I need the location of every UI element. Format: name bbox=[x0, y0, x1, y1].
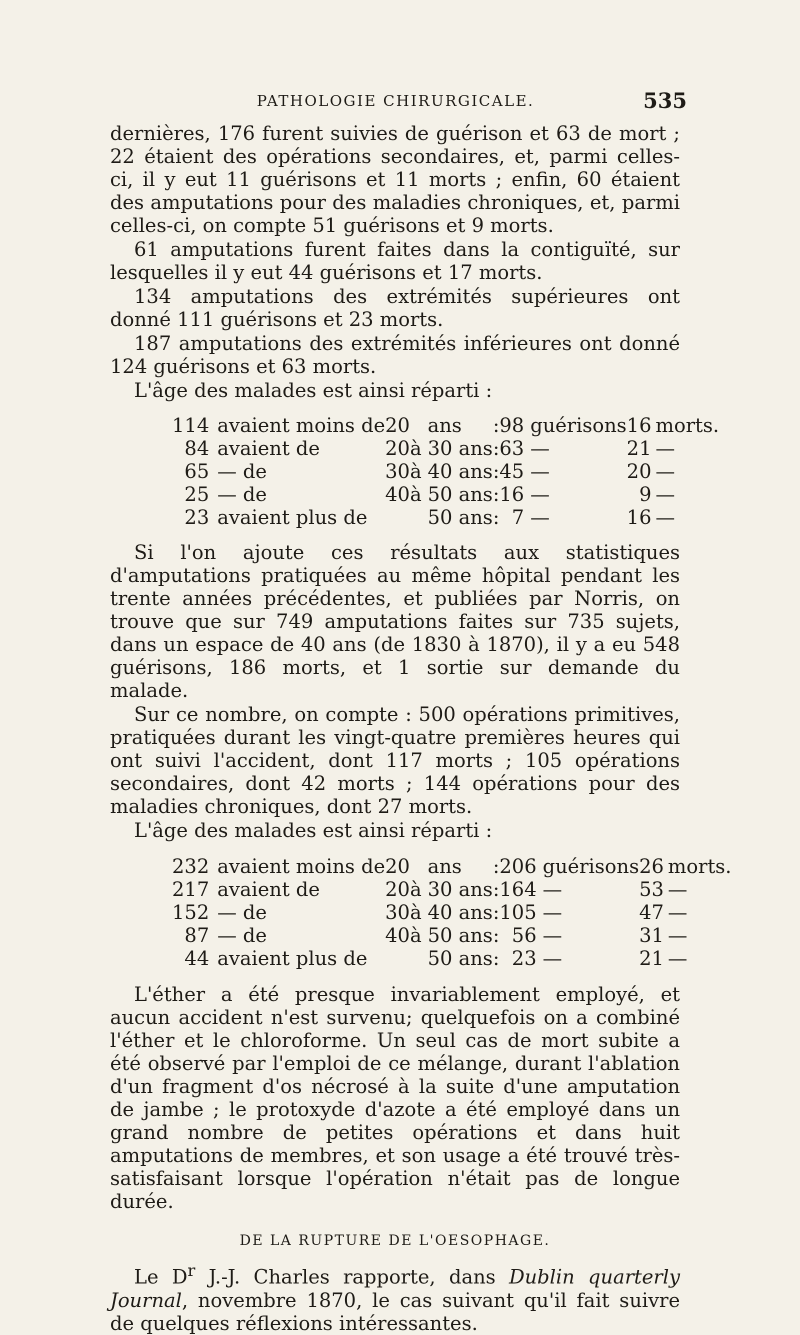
table-cell: — bbox=[667, 947, 688, 970]
table-cell: 50 ans bbox=[427, 947, 493, 970]
table-cell: 98 bbox=[499, 414, 525, 437]
table-cell: : bbox=[492, 506, 500, 529]
table-cell: — de bbox=[217, 924, 267, 947]
table-cell: 87 bbox=[184, 924, 210, 947]
table-row bbox=[172, 506, 719, 529]
table-cell: — bbox=[542, 878, 563, 901]
table-cell: avaient de bbox=[217, 437, 320, 460]
paragraph-2: 61 amputations furent faites dans la contiguïté, sur lesquelles il y eut 44 guérisons et 17 morts. bbox=[110, 238, 680, 284]
table-cell bbox=[410, 506, 422, 529]
table-cell: 30 ans bbox=[427, 437, 493, 460]
table-cell: 50 ans bbox=[427, 506, 493, 529]
intro-part-c: , novembre 1870, le cas suivant qu'il fait suivre de quelques réflexions intéressantes. bbox=[110, 1288, 680, 1335]
table-cell: avaient plus de bbox=[217, 947, 368, 970]
table-cell: à bbox=[409, 483, 422, 506]
table-cell: 53 bbox=[639, 878, 664, 901]
table-cell: — de bbox=[217, 901, 267, 924]
paragraph-3: 134 amputations des extrémités supérieures ont donné 111 guérisons et 23 morts. bbox=[110, 285, 680, 331]
table-cell: ans bbox=[427, 414, 462, 437]
table-cell: 7 bbox=[511, 506, 525, 529]
table-cell: — bbox=[542, 924, 563, 947]
table-row bbox=[172, 924, 732, 947]
table-cell: — de bbox=[217, 460, 267, 483]
table-cell: guérisons bbox=[530, 414, 627, 437]
table-cell: — bbox=[655, 437, 675, 460]
table-cell: 152 bbox=[172, 901, 210, 924]
table-cell: guérisons bbox=[542, 855, 640, 878]
intro-part-b: J.-J. Charles rapporte, dans bbox=[195, 1265, 509, 1289]
table-cell: 65 bbox=[184, 460, 210, 483]
table-cell: 23 bbox=[184, 506, 210, 529]
table-cell: 63 bbox=[499, 437, 525, 460]
table-cell: : bbox=[492, 855, 500, 878]
table-row bbox=[172, 855, 732, 878]
table-cell: 26 bbox=[639, 855, 664, 878]
table-cell: : bbox=[492, 924, 500, 947]
table-cell: : bbox=[492, 947, 500, 970]
age-table-1 bbox=[172, 414, 719, 529]
table-cell: 23 bbox=[511, 947, 537, 970]
table-cell: 20 bbox=[385, 414, 410, 437]
page-header bbox=[108, 88, 687, 118]
page-number: 535 bbox=[643, 88, 687, 113]
table-cell: 114 bbox=[172, 414, 210, 437]
table-cell: avaient moins de bbox=[217, 414, 386, 437]
section-intro-paragraph bbox=[110, 1259, 680, 1335]
table-cell: — bbox=[530, 506, 550, 529]
table-cell: — bbox=[667, 924, 688, 947]
table-cell: à bbox=[409, 437, 422, 460]
table-cell: : bbox=[492, 483, 500, 506]
table-cell: 40 ans bbox=[427, 460, 493, 483]
table-cell: : bbox=[492, 460, 500, 483]
journal-title: Dublin quarterly Journal bbox=[110, 1265, 680, 1312]
table-cell: 40 bbox=[385, 924, 410, 947]
paragraph-1: dernières, 176 furent suivies de guérison et 63 de mort ; 22 étaient des opérations secondaires, et, parmi celles-ci, il y eut 11 guérisons et 11 morts ; enfin, 60 étaient des amputations pour des maladies chroniques, et, parmi celles-ci, on compte 51 guérisons et 9 morts. bbox=[110, 122, 680, 237]
table-cell: 20 bbox=[626, 460, 652, 483]
table-cell: — bbox=[530, 437, 550, 460]
paragraph-9: L'éther a été presque invariablement employé, et aucun accident n'est survenu; quelquefois on a combiné l'éther et le chloroforme. Un seul cas de mort subite a été observé par l'emploi de ce mélange, durant l'ablation d'un fragment d'os nécrosé à la suite d'une amputation de jambe ; le protoxyde d'azote a été employé dans un grand nombre de petites opérations et dans huit amputations de membres, et son usage a été trouvé très-satisfaisant lorsque l'opération n'était pas de longue durée. bbox=[110, 983, 680, 1213]
table-cell: — bbox=[530, 483, 550, 506]
table-cell: 40 bbox=[385, 483, 410, 506]
table-cell: — bbox=[542, 947, 563, 970]
table-cell: 30 ans bbox=[427, 878, 493, 901]
paragraph-age-intro-2: L'âge des malades est ainsi réparti : bbox=[134, 819, 493, 842]
table-cell: 16 bbox=[626, 414, 652, 437]
age-table-2 bbox=[172, 855, 732, 970]
table-cell: 84 bbox=[184, 437, 210, 460]
table-row bbox=[172, 483, 719, 506]
table-cell: à bbox=[409, 901, 422, 924]
table-cell: à bbox=[409, 878, 422, 901]
table-cell bbox=[385, 506, 410, 529]
table-cell: 20 bbox=[385, 878, 410, 901]
table-row bbox=[172, 460, 719, 483]
section-heading: DE LA RUPTURE DE L'OESOPHAGE. bbox=[239, 1233, 551, 1249]
table-cell: — bbox=[667, 901, 688, 924]
table-cell: 21 bbox=[626, 437, 652, 460]
table-cell: 50 ans bbox=[427, 483, 493, 506]
paragraph-6: Si l'on ajoute ces résultats aux statistiques d'amputations pratiquées au même hôpital pendant les trente années précédentes, et publiées par Norris, on trouve que sur 749 amputations faites sur 735 sujets, dans un espace de 40 ans (de 1830 à 1870), il y a eu 548 guérisons, 186 morts, et 1 sortie sur demande du malade. bbox=[110, 541, 680, 702]
table-cell: ans bbox=[427, 855, 462, 878]
table-cell: 20 bbox=[385, 437, 410, 460]
paragraph-age-intro-1: L'âge des malades est ainsi réparti : bbox=[134, 379, 493, 402]
table-cell: : bbox=[492, 878, 500, 901]
table-cell bbox=[410, 947, 422, 970]
table-cell: 21 bbox=[639, 947, 664, 970]
table-cell: morts. bbox=[655, 414, 720, 437]
intro-part-a: Le D bbox=[134, 1265, 188, 1289]
table-row bbox=[172, 437, 719, 460]
table-cell: — bbox=[530, 460, 550, 483]
table-cell: 232 bbox=[172, 855, 210, 878]
table-cell: — bbox=[542, 901, 563, 924]
table-row bbox=[172, 414, 719, 437]
paragraph-4: 187 amputations des extrémités inférieures ont donné 124 guérisons et 63 morts. bbox=[110, 332, 680, 378]
table-cell: 206 bbox=[499, 855, 537, 878]
table-cell: : bbox=[492, 414, 500, 437]
table-cell: : bbox=[492, 901, 500, 924]
table-cell: morts. bbox=[667, 855, 732, 878]
table-cell: — de bbox=[217, 483, 267, 506]
table-cell: 47 bbox=[639, 901, 664, 924]
table-cell: 50 ans bbox=[427, 924, 493, 947]
table-cell: — bbox=[667, 878, 688, 901]
table-cell: 9 bbox=[639, 483, 652, 506]
table-cell: 164 bbox=[499, 878, 537, 901]
table-cell: avaient de bbox=[217, 878, 320, 901]
table-cell: 20 bbox=[385, 855, 410, 878]
table-cell: 31 bbox=[639, 924, 664, 947]
table-cell bbox=[410, 414, 422, 437]
table-cell: avaient moins de bbox=[217, 855, 386, 878]
paragraph-7: Sur ce nombre, on compte : 500 opérations primitives, pratiquées durant les vingt-quatre premières heures qui ont suivi l'accident, dont 117 morts ; 105 opérations secondaires, dont 42 morts ; 144 opérations pour des maladies chroniques, dont 27 morts. bbox=[110, 703, 680, 818]
table-cell: 16 bbox=[499, 483, 525, 506]
table-row bbox=[172, 878, 732, 901]
table-row bbox=[172, 947, 732, 970]
table-cell: 30 bbox=[385, 460, 410, 483]
table-cell: 16 bbox=[626, 506, 652, 529]
table-cell: 217 bbox=[172, 878, 210, 901]
table-cell: 56 bbox=[511, 924, 537, 947]
body-text bbox=[110, 122, 732, 1335]
table-cell: — bbox=[655, 506, 675, 529]
table-cell: — bbox=[655, 460, 675, 483]
table-cell: à bbox=[409, 924, 422, 947]
table-cell: avaient plus de bbox=[217, 506, 368, 529]
running-title: PATHOLOGIE CHIRURGICALE. bbox=[256, 92, 535, 110]
table-cell: : bbox=[492, 437, 500, 460]
table-cell: 40 ans bbox=[427, 901, 493, 924]
intro-superscript: r bbox=[187, 1261, 196, 1280]
table-row bbox=[172, 901, 732, 924]
table-cell: — bbox=[655, 483, 675, 506]
table-cell: à bbox=[409, 460, 422, 483]
table-cell: 105 bbox=[499, 901, 537, 924]
table-cell: 44 bbox=[184, 947, 210, 970]
table-cell: 45 bbox=[499, 460, 525, 483]
table-cell bbox=[385, 947, 410, 970]
table-cell: 25 bbox=[184, 483, 210, 506]
table-cell: 30 bbox=[385, 901, 410, 924]
table-cell bbox=[410, 855, 422, 878]
